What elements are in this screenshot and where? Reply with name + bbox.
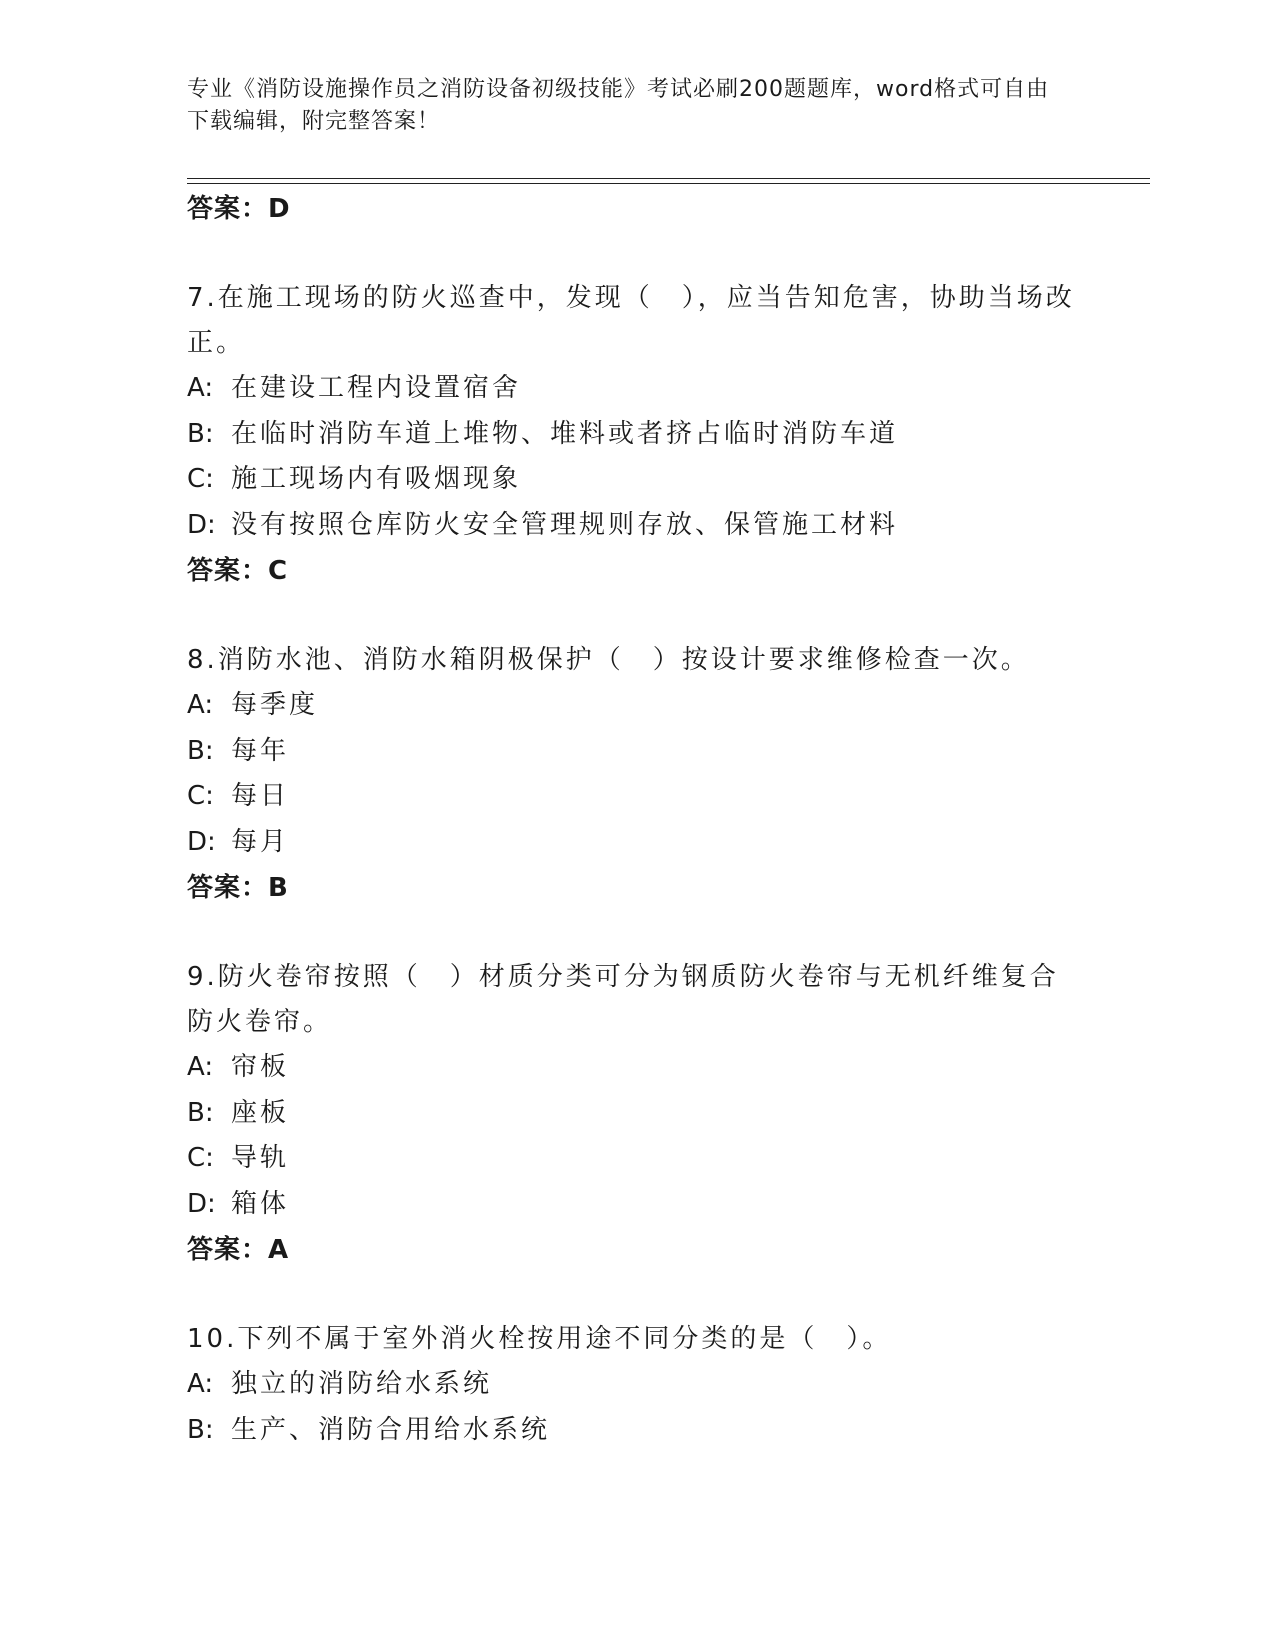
option-text: 在临时消防车道上堆物、堆料或者挤占临时消防车道 — [231, 418, 899, 449]
option-text: 每月 — [231, 826, 290, 857]
question-text: 8.消防水池、消防水箱阴极保护（ ）按设计要求维修检查一次。 — [187, 645, 1030, 675]
question-block — [187, 276, 1087, 594]
option-text: 座板 — [231, 1097, 290, 1128]
option-text: 每日 — [231, 781, 290, 811]
header-divider-top — [187, 178, 1150, 179]
option-text: 在建设工程内设置宿舍 — [231, 373, 522, 403]
option-d — [187, 1182, 1087, 1228]
option-letter: B: — [187, 735, 214, 766]
option-a — [187, 1362, 1087, 1408]
answer-label: 答案：A — [187, 1235, 290, 1265]
option-letter: C: — [187, 464, 214, 494]
option-b — [187, 1091, 1087, 1137]
question-block — [187, 638, 1087, 911]
question-block — [187, 1317, 1087, 1453]
option-text: 施工现场内有吸烟现象 — [231, 464, 522, 494]
option-text: 帘板 — [231, 1052, 290, 1082]
option-d — [187, 820, 1087, 866]
option-a — [187, 1045, 1087, 1091]
option-d — [187, 503, 1087, 549]
option-c — [187, 774, 1087, 820]
option-letter: A: — [187, 1369, 214, 1399]
option-text: 箱体 — [231, 1188, 290, 1219]
header-divider-bottom — [187, 183, 1150, 184]
option-b — [187, 1408, 1087, 1454]
option-text: 生产、消防合用给水系统 — [231, 1414, 551, 1445]
option-letter: B: — [187, 1097, 214, 1128]
option-letter: C: — [187, 1143, 214, 1173]
option-c — [187, 457, 1087, 503]
option-text: 每季度 — [231, 690, 319, 720]
question-text: 10.下列不属于室外消火栓按用途不同分类的是（ ）。 — [187, 1324, 892, 1354]
answer-label: 答案：B — [187, 873, 289, 903]
option-b — [187, 729, 1087, 775]
question-text: 9.防火卷帘按照（ ）材质分类可分为钢质防火卷帘与无机纤维复合防火卷帘。 — [187, 962, 1059, 1037]
option-letter: B: — [187, 1414, 214, 1445]
answer-label: 答案：C — [187, 556, 289, 586]
option-letter: A: — [187, 690, 214, 720]
option-letter: A: — [187, 1052, 214, 1082]
option-c — [187, 1136, 1087, 1182]
option-a — [187, 366, 1087, 412]
option-letter: A: — [187, 373, 214, 403]
option-letter: B: — [187, 418, 214, 449]
option-letter: C: — [187, 781, 214, 811]
option-text: 每年 — [231, 735, 290, 766]
option-a — [187, 683, 1087, 729]
question-list — [187, 186, 1087, 1453]
answer-label: 答案：D — [187, 194, 291, 224]
option-letter: D: — [187, 1188, 216, 1219]
option-text: 独立的消防给水系统 — [231, 1369, 493, 1399]
question-text: 7.在施工现场的防火巡查中，发现（ ），应当告知危害，协助当场改正。 — [187, 283, 1075, 358]
option-text: 导轨 — [231, 1143, 290, 1173]
option-b — [187, 412, 1087, 458]
option-text: 没有按照仓库防火安全管理规则存放、保管施工材料 — [231, 509, 899, 540]
question-block — [187, 955, 1087, 1273]
option-letter: D: — [187, 826, 216, 857]
option-letter: D: — [187, 509, 216, 540]
page-header: 专业《消防设施操作员之消防设备初级技能》考试必刷200题题库，word格式可自由下载编辑，附完整答案！ — [187, 77, 1050, 134]
